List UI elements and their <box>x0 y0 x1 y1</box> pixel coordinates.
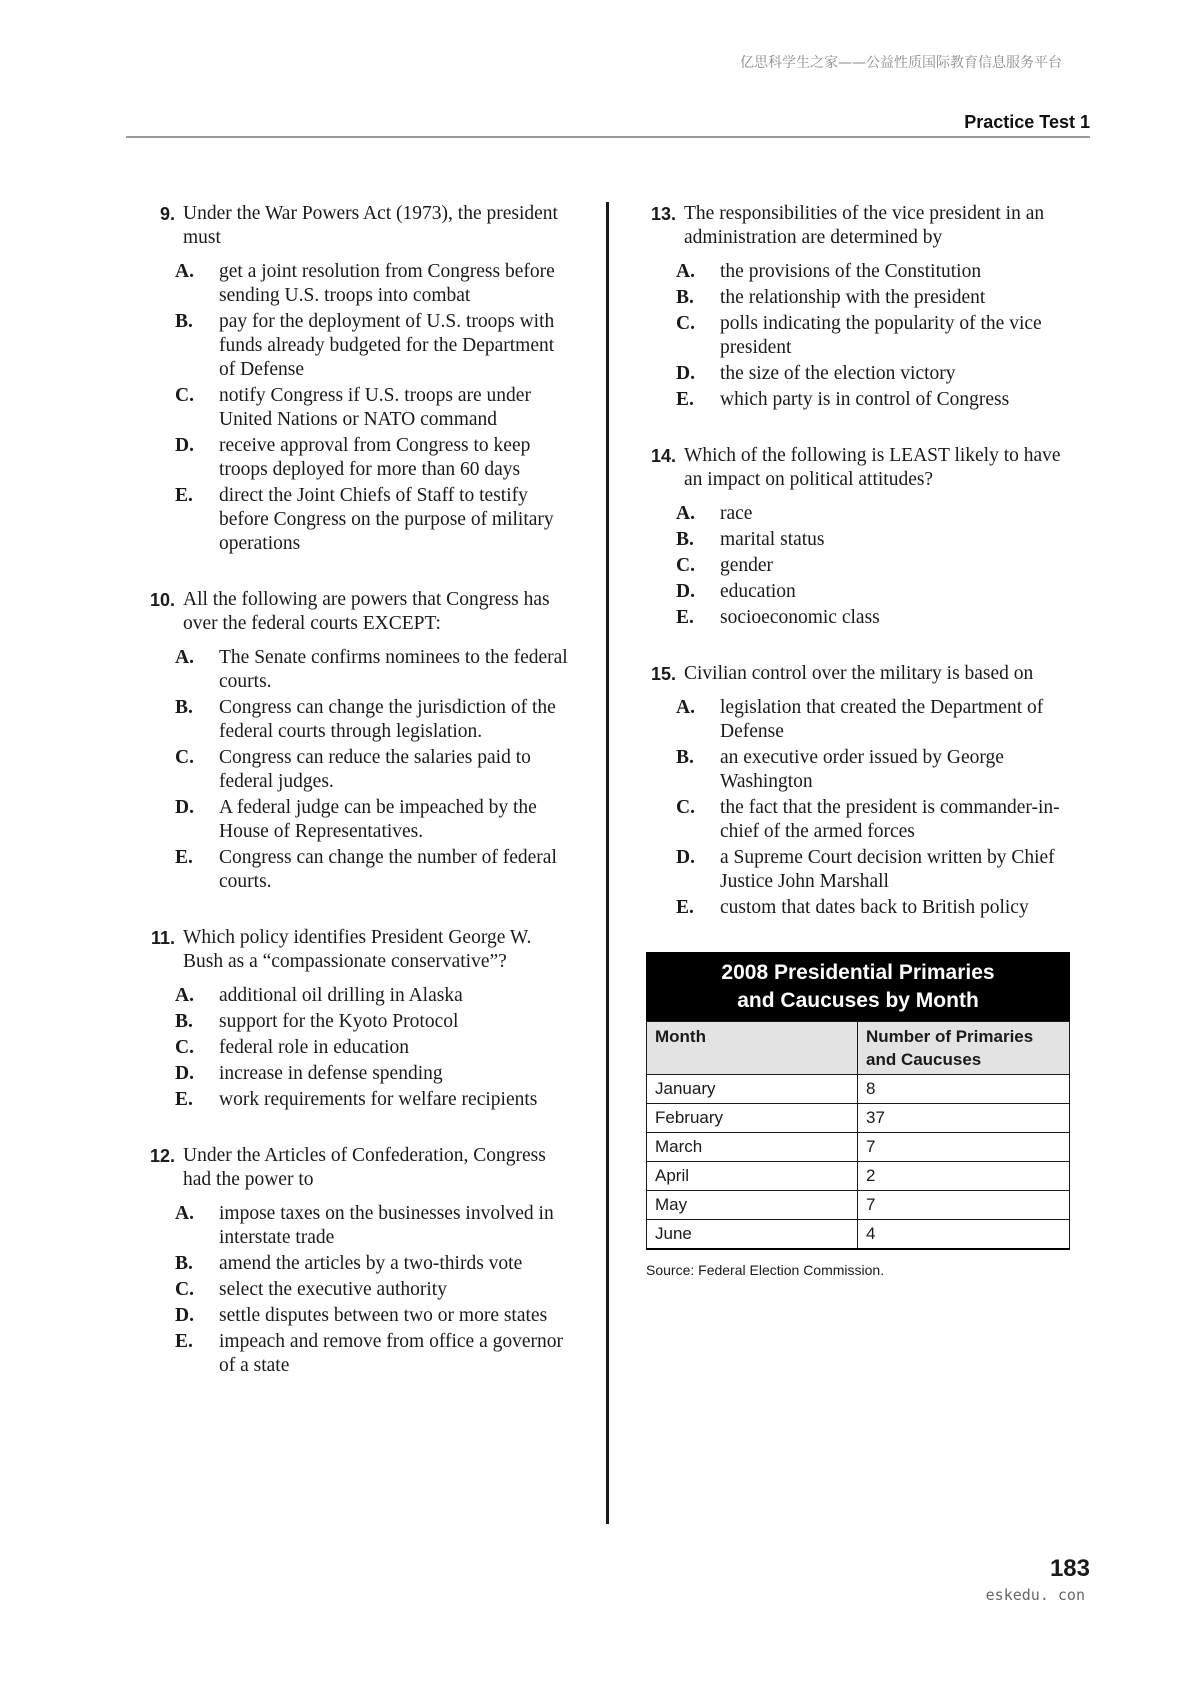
answer-choice <box>131 1278 575 1302</box>
answer-choice <box>632 362 1076 386</box>
answer-choice <box>632 388 1076 412</box>
question-number: 13. <box>650 204 676 224</box>
choice-text: work requirements for welfare recipients <box>219 1089 538 1110</box>
question-number: 12. <box>149 1146 175 1166</box>
question-text: Which of the following is LEAST likely to have an impact on political attitudes? <box>684 445 1061 490</box>
choice-text: which party is in control of Congress <box>720 389 1010 410</box>
answer-choice <box>131 1304 575 1328</box>
answer-choice <box>131 846 575 894</box>
answer-choice <box>131 1010 575 1034</box>
choice-letter: C. <box>676 313 695 334</box>
choice-letter: A. <box>175 261 194 282</box>
choice-text: Congress can reduce the salaries paid to federal judges. <box>219 747 531 792</box>
question-block <box>632 444 1076 630</box>
choice-letter: E. <box>175 1331 193 1352</box>
choice-text: the relationship with the president <box>720 287 986 308</box>
answer-choice <box>632 502 1076 526</box>
choice-letter: D. <box>676 581 695 602</box>
choice-letter: B. <box>676 747 694 768</box>
table-row <box>647 1191 1070 1220</box>
answer-choices <box>632 696 1076 920</box>
question-number: 15. <box>650 664 676 684</box>
answer-choice <box>632 554 1076 578</box>
question-stem <box>131 202 575 250</box>
answer-choice <box>131 434 575 482</box>
column-divider <box>606 202 609 1524</box>
choice-text: marital status <box>720 529 825 550</box>
answer-choice <box>632 746 1076 794</box>
answer-choice <box>131 1036 575 1060</box>
question-block <box>131 202 575 556</box>
cell-count: 2 <box>858 1162 1070 1191</box>
answer-choices <box>632 260 1076 412</box>
table-header-row <box>647 1022 1070 1075</box>
question-text: Which policy identifies President George W. Bush as a “compassionate conservative”? <box>183 927 532 972</box>
question-block <box>131 588 575 894</box>
choice-text: polls indicating the popularity of the vice president <box>720 313 1042 358</box>
choice-text: A federal judge can be impeached by the House of Representatives. <box>219 797 537 842</box>
table-row <box>647 1075 1070 1104</box>
cell-month: May <box>647 1191 858 1220</box>
choice-text: the fact that the president is commander-in-chief of the armed forces <box>720 797 1060 842</box>
right-column <box>632 202 1076 1278</box>
question-block <box>131 1144 575 1378</box>
choice-text: the provisions of the Constitution <box>720 261 982 282</box>
choice-letter: C. <box>175 1037 194 1058</box>
choice-text: receive approval from Congress to keep troops deployed for more than 60 days <box>219 435 531 480</box>
answer-choice <box>632 846 1076 894</box>
cell-count: 8 <box>858 1075 1070 1104</box>
choice-letter: A. <box>676 261 695 282</box>
question-stem <box>131 588 575 636</box>
table-row <box>647 1162 1070 1191</box>
choice-text: increase in defense spending <box>219 1063 443 1084</box>
choice-text: direct the Joint Chiefs of Staff to testify before Congress on the purpose of military operations <box>219 485 554 554</box>
choice-letter: C. <box>175 747 194 768</box>
column-header-month: Month <box>647 1022 858 1075</box>
question-number: 10. <box>149 590 175 610</box>
choice-letter: E. <box>676 389 694 410</box>
answer-choice <box>131 1252 575 1276</box>
choice-text: gender <box>720 555 774 576</box>
answer-choice <box>131 646 575 694</box>
cell-month: February <box>647 1104 858 1133</box>
answer-choices <box>131 646 575 894</box>
header-rule <box>126 136 1090 138</box>
table-row <box>647 1220 1070 1250</box>
question-text: Civilian control over the military is based on <box>684 663 1034 684</box>
answer-choice <box>131 984 575 1008</box>
answer-choice <box>632 286 1076 310</box>
question-number: 11. <box>150 928 175 948</box>
cell-month: March <box>647 1133 858 1162</box>
question-block <box>131 926 575 1112</box>
choice-text: Congress can change the jurisdiction of the federal courts through legislation. <box>219 697 556 742</box>
choice-letter: D. <box>175 435 194 456</box>
choice-letter: D. <box>676 363 695 384</box>
choice-text: a Supreme Court decision written by Chief Justice John Marshall <box>720 847 1055 892</box>
answer-choice <box>632 580 1076 604</box>
column-header-count: Number of Primaries and Caucuses <box>858 1022 1070 1075</box>
question-number: 9. <box>159 204 175 224</box>
choice-letter: A. <box>676 697 695 718</box>
table-source: Source: Federal Election Commission. <box>646 1262 885 1278</box>
left-column <box>131 202 575 1410</box>
choice-letter: C. <box>676 555 695 576</box>
cell-month: April <box>647 1162 858 1191</box>
question-block <box>632 202 1076 412</box>
choice-text: an executive order issued by George Washington <box>720 747 1004 792</box>
cell-month: January <box>647 1075 858 1104</box>
page-number: 183 <box>1049 1555 1090 1582</box>
answer-choices <box>131 984 575 1112</box>
answer-choice <box>131 1062 575 1086</box>
choice-text: the size of the election victory <box>720 363 956 384</box>
choice-letter: B. <box>676 529 694 550</box>
question-stem <box>131 1144 575 1192</box>
choice-letter: E. <box>175 1089 193 1110</box>
answer-choice <box>632 528 1076 552</box>
answer-choices <box>131 260 575 556</box>
choice-text: custom that dates back to British policy <box>720 897 1029 918</box>
question-stem <box>632 202 1076 250</box>
choice-letter: D. <box>175 797 194 818</box>
watermark-text: 亿思科学生之家——公益性质国际教育信息服务平台 <box>740 55 1062 71</box>
answer-choice <box>632 606 1076 630</box>
choice-text: legislation that created the Department of Defense <box>720 697 1044 742</box>
choice-text: education <box>720 581 796 602</box>
choice-letter: B. <box>175 1253 193 1274</box>
choice-text: amend the articles by a two-thirds vote <box>219 1253 523 1274</box>
choice-letter: B. <box>175 697 193 718</box>
answer-choice <box>632 796 1076 844</box>
choice-letter: B. <box>175 1011 193 1032</box>
cell-count: 7 <box>858 1133 1070 1162</box>
choice-letter: D. <box>676 847 695 868</box>
question-stem <box>131 926 575 974</box>
choice-text: socioeconomic class <box>720 607 880 628</box>
cell-count: 7 <box>858 1191 1070 1220</box>
choice-letter: A. <box>175 985 194 1006</box>
choice-text: settle disputes between two or more states <box>219 1305 548 1326</box>
cell-month: June <box>647 1220 858 1250</box>
choice-letter: E. <box>175 847 193 868</box>
primaries-table-box <box>646 952 1070 1278</box>
answer-choice <box>131 384 575 432</box>
answer-choice <box>632 696 1076 744</box>
choice-letter: A. <box>175 647 194 668</box>
choice-letter: E. <box>676 897 694 918</box>
question-number: 14. <box>650 446 676 466</box>
choice-letter: D. <box>175 1305 194 1326</box>
table-row <box>647 1133 1070 1162</box>
question-stem <box>632 662 1076 686</box>
table-title <box>646 952 1070 1021</box>
choice-text: Congress can change the number of federal courts. <box>219 847 557 892</box>
question-text: All the following are powers that Congress has over the federal courts EXCEPT: <box>183 589 550 634</box>
choice-letter: D. <box>175 1063 194 1084</box>
choice-text: pay for the deployment of U.S. troops with funds already budgeted for the Department of Defense <box>219 311 555 380</box>
choice-text: race <box>720 503 753 524</box>
question-text: The responsibilities of the vice president in an administration are determined by <box>684 203 1045 248</box>
choice-letter: A. <box>175 1203 194 1224</box>
answer-choice <box>131 310 575 382</box>
cell-count: 37 <box>858 1104 1070 1133</box>
answer-choice <box>131 1088 575 1112</box>
table-body <box>647 1075 1070 1250</box>
choice-text: The Senate confirms nominees to the federal courts. <box>219 647 568 692</box>
answer-choice <box>131 1202 575 1250</box>
answer-choice <box>131 696 575 744</box>
question-block <box>632 662 1076 920</box>
answer-choices <box>632 502 1076 630</box>
table-title-line1: 2008 Presidential Primaries <box>721 961 995 984</box>
choice-letter: E. <box>676 607 694 628</box>
answer-choice <box>632 312 1076 360</box>
choice-letter: C. <box>175 1279 194 1300</box>
answer-choices <box>131 1202 575 1378</box>
right-questions <box>632 202 1076 920</box>
answer-choice <box>632 260 1076 284</box>
answer-choice <box>131 796 575 844</box>
choice-text: get a joint resolution from Congress before sending U.S. troops into combat <box>219 261 555 306</box>
choice-text: federal role in education <box>219 1037 410 1058</box>
site-mark: eskedu. con <box>985 1586 1085 1604</box>
running-head: Practice Test 1 <box>964 112 1090 132</box>
question-stem <box>632 444 1076 492</box>
answer-choice <box>131 260 575 308</box>
question-text: Under the Articles of Confederation, Congress had the power to <box>183 1145 546 1190</box>
question-text: Under the War Powers Act (1973), the president must <box>183 203 558 248</box>
table-row <box>647 1104 1070 1133</box>
primaries-table <box>646 952 1070 1250</box>
choice-text: notify Congress if U.S. troops are under United Nations or NATO command <box>219 385 531 430</box>
cell-count: 4 <box>858 1220 1070 1250</box>
answer-choice <box>131 746 575 794</box>
choice-text: support for the Kyoto Protocol <box>219 1011 459 1032</box>
choice-letter: B. <box>676 287 694 308</box>
answer-choice <box>131 484 575 556</box>
choice-text: select the executive authority <box>219 1279 447 1300</box>
choice-letter: C. <box>676 797 695 818</box>
choice-letter: B. <box>175 311 193 332</box>
table-title-line2: and Caucuses by Month <box>737 989 979 1012</box>
choice-letter: C. <box>175 385 194 406</box>
answer-choice <box>131 1330 575 1378</box>
choice-letter: E. <box>175 485 193 506</box>
choice-letter: A. <box>676 503 695 524</box>
choice-text: impose taxes on the businesses involved in interstate trade <box>219 1203 554 1248</box>
choice-text: impeach and remove from office a governor of a state <box>219 1331 563 1376</box>
choice-text: additional oil drilling in Alaska <box>219 985 463 1006</box>
answer-choice <box>632 896 1076 920</box>
